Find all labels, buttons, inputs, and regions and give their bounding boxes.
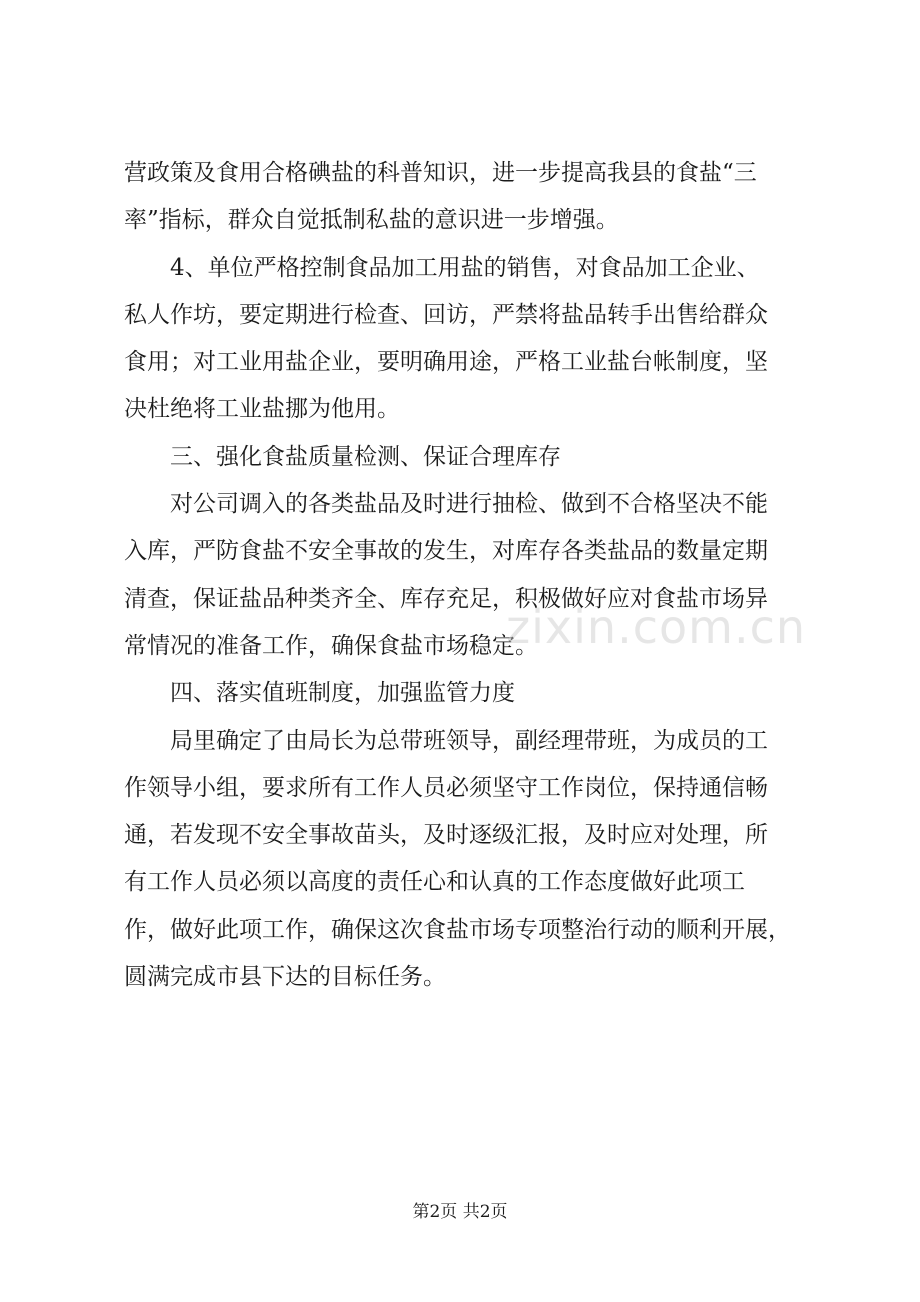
text-line: 常情况的准备工作，确保食盐市场稳定。 xyxy=(124,632,538,659)
text-line: 入库，严防食盐不安全事故的发生，对库存各类盐品的数量定期 xyxy=(124,538,768,565)
text-line: 圆满完成市县下达的目标任务。 xyxy=(124,964,446,991)
text-line: 率”指标，群众自觉抵制私盐的意识进一步增强。 xyxy=(124,207,619,234)
text-line: 4、单位严格控制食品加工用盐的销售，对食品加工企业、 xyxy=(124,254,760,281)
text-line: 清查，保证盐品种类齐全、库存充足，积极做好应对食盐市场异 xyxy=(124,585,768,612)
text-line: 私人作坊，要定期进行检查、回访，严禁将盐品转手出售给群众 xyxy=(124,301,768,328)
text-line: 通，若发现不安全事故苗头，及时逐级汇报，及时应对处理，所 xyxy=(124,822,768,849)
text-line: 营政策及食用合格碘盐的科普知识，进一步提高我县的食盐“三 xyxy=(124,160,757,186)
document-body xyxy=(124,150,810,1001)
watermark: zixin.com.cn xyxy=(506,600,807,654)
text-line: 作，做好此项工作，确保这次食盐市场专项整治行动的顺利开展， xyxy=(124,916,791,943)
text-line: 对公司调入的各类盐品及时进行抽检、做到不合格坚决不能 xyxy=(124,491,768,518)
text-line: 决杜绝将工业盐挪为他用。 xyxy=(124,396,400,423)
section-heading: 四、落实值班制度，加强监管力度 xyxy=(124,680,515,707)
text-line: 作领导小组，要求所有工作人员必须坚守工作岗位，保持通信畅 xyxy=(124,774,768,801)
section-heading: 三、强化食盐质量检测、保证合理库存 xyxy=(124,443,561,470)
page-footer: 第2页 共2页 xyxy=(412,1202,508,1222)
text-line: 食用；对工业用盐企业，要明确用途，严格工业盐台帐制度，坚 xyxy=(124,349,768,376)
text-line: 有工作人员必须以高度的责任心和认真的工作态度做好此项工 xyxy=(124,869,745,896)
text-line: 局里确定了由局长为总带班领导，副经理带班，为成员的工 xyxy=(124,727,768,754)
